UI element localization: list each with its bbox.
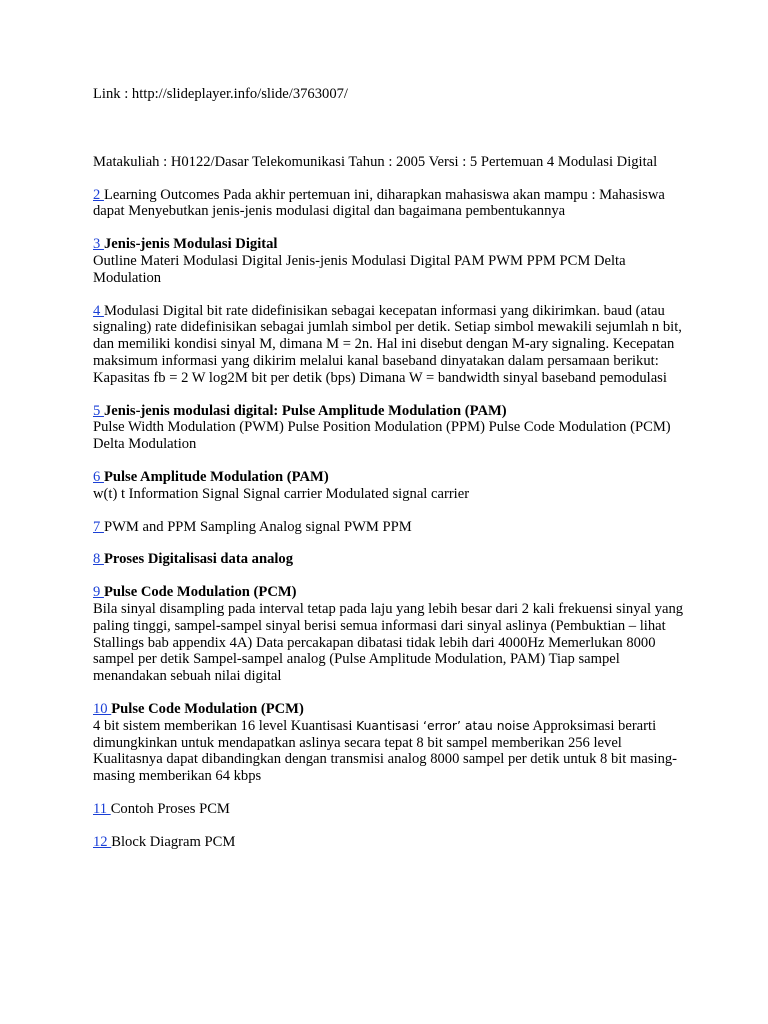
slide-title-8: Proses Digitalisasi data analog <box>103 551 294 568</box>
slide-link-3[interactable]: 3 <box>93 236 104 253</box>
slide-block-8 <box>93 551 693 568</box>
slide-link-8[interactable]: 8 <box>93 551 104 568</box>
slide-link-12[interactable]: 12 <box>93 833 112 850</box>
slide-title-3: Jenis-jenis Modulasi Digital <box>103 236 278 253</box>
slide-link-6[interactable]: 6 <box>93 468 104 485</box>
slide-link-2[interactable]: 2 <box>93 186 104 203</box>
slide-link-11[interactable]: 11 <box>93 800 111 817</box>
slide-text-4: Modulasi Digital bit rate didefinisikan sebagai kecepatan informasi yang dikirimkan. baud (atau signaling) rate didefinisikan sebagai jumlah simbol per detik. Setiap simbol mewakili sejumlah n bit, dan memiliki kondisi sinyal M, dimana M = 2n. Hal ini disebut dengan M-ary signaling. Kecepatan maksimum informasi yang dikirim melalui kanal baseband dinyatakan dalam persamaan berikut: Kapasitas fb = 2 W log2M bit per detik (bps) Dimana W = bandwidth sinyal baseband pemodulasi <box>93 302 682 386</box>
slide-block-6 <box>93 469 693 503</box>
slide-text-6: w(t) t Information Signal Signal carrier Modulated signal carrier <box>93 485 470 502</box>
slide-link-7[interactable]: 7 <box>93 518 104 535</box>
slide-text-9: Bila sinyal disampling pada interval tetap pada laju yang lebih besar dari 2 kali frekuensi sinyal yang paling tinggi, sampel-sampel sinyal berisi semua informasi dari sinyal aslinya (Pembuktian – lihat Stallings bab appendix 4A) Data percakapan dibatasi tidak lebih dari 4000Hz Memerlukan 8000 sampel per detik Sampel-sampel analog (Pulse Amplitude Modulation, PAM) Tiap sampel menandakan sebuah nilai digital <box>93 600 684 685</box>
slide-link-4[interactable]: 4 <box>93 302 104 319</box>
slide-block-9 <box>93 584 693 685</box>
slide-link-5[interactable]: 5 <box>93 402 104 419</box>
slide-text-12: Block Diagram PCM <box>111 833 236 850</box>
slide-link-9[interactable]: 9 <box>93 584 104 601</box>
slide-block-5 <box>93 403 693 453</box>
slide-text-5: Pulse Width Modulation (PWM) Pulse Position Modulation (PPM) Pulse Code Modulation (PCM) Delta Modulation <box>93 419 671 453</box>
slide-text-2: Learning Outcomes Pada akhir pertemuan ini, diharapkan mahasiswa akan mampu : Mahasiswa dapat Menyebutkan jenis-jenis modulasi digital dan bagaimana pembentukannya <box>93 186 665 220</box>
source-link-line[interactable]: Link : http://slideplayer.info/slide/3763007/ <box>93 86 348 102</box>
slide-block-3 <box>93 236 693 286</box>
slide-block-7 <box>93 519 693 536</box>
slide-text-10b: Approksimasi berarti dimungkinkan untuk mendapatkan aslinya secara tepat 8 bit sampel memberikan 256 level Kualitasnya dapat dibandingkan dengan transmisi analog 8000 sampel per detik untuk 8 bit masing-masing memberikan 64 kbps <box>93 717 678 785</box>
slide-block-11 <box>93 801 693 818</box>
slide-title-5: Jenis-jenis modulasi digital: Pulse Amplitude Modulation (PAM) <box>103 402 507 419</box>
slide-text-10-sans: Kuantisasi ‘error’ atau noise <box>356 717 530 733</box>
course-meta: Matakuliah : H0122/Dasar Telekomunikasi Tahun : 2005 Versi : 5 Pertemuan 4 Modulasi Digital <box>93 153 658 170</box>
document-page <box>93 86 693 867</box>
slide-title-9: Pulse Code Modulation (PCM) <box>103 584 297 601</box>
slide-link-10[interactable]: 10 <box>93 700 112 717</box>
slide-text-10a: 4 bit sistem memberikan 16 level Kuantisasi <box>93 717 353 734</box>
slide-text-3: Outline Materi Modulasi Digital Jenis-jenis Modulasi Digital PAM PWM PPM PCM Delta Modulation <box>93 252 626 286</box>
slide-text-7: PWM and PPM Sampling Analog signal PWM PPM <box>103 518 412 535</box>
slide-text-11: Contoh Proses PCM <box>110 800 230 817</box>
slide-title-6: Pulse Amplitude Modulation (PAM) <box>103 468 329 485</box>
slide-block-4 <box>93 303 693 387</box>
slide-block-2 <box>93 187 693 221</box>
slide-block-12 <box>93 834 693 851</box>
slide-block-10 <box>93 701 693 785</box>
slide-title-10: Pulse Code Modulation (PCM) <box>111 700 304 717</box>
